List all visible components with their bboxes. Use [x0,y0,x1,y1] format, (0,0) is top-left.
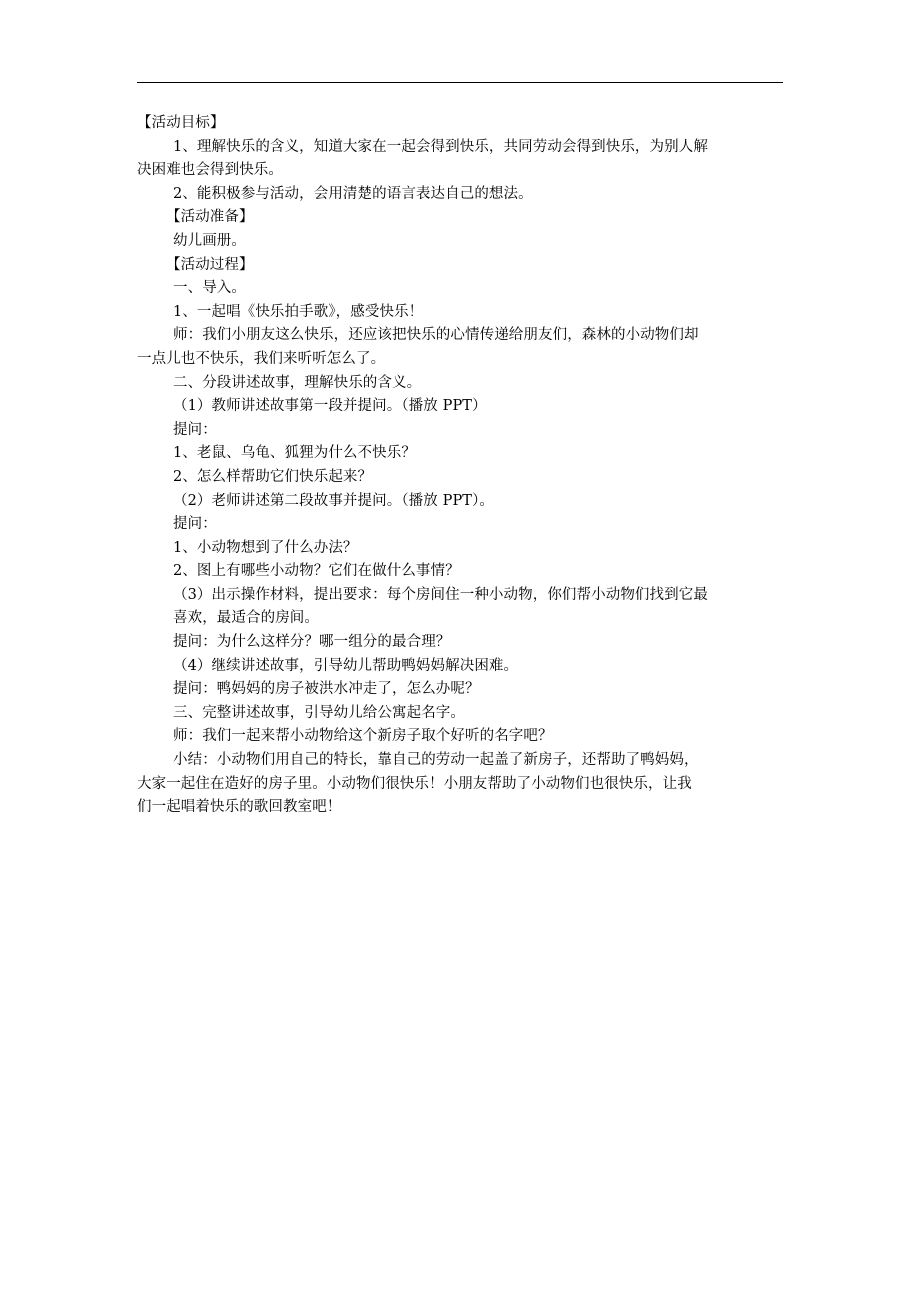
section-heading-prep: 【活动准备】 [166,209,254,226]
question-1-1: 1、老鼠、乌龟、狐狸为什么不快乐？ [173,445,416,462]
question-label-2: 提问： [173,516,217,533]
teacher-line-1: 师：我们小朋友这么快乐，还应该把快乐的心情传递给朋友们，森林的小动物们却 [173,327,699,344]
question-2-2: 2、图上有哪些小动物？它们在做什么事情？ [173,563,460,580]
step-2-part-2: （2）老师讲述第二段故事并提问。（播放 PPT）。 [173,492,495,509]
step-2-part-4: （4）继续讲述故事，引导幼儿帮助鸭妈妈解决困难。 [173,657,519,674]
step-2-heading: 二、分段讲述故事，理解快乐的含义。 [173,374,422,391]
goal-item-2: 2、能积极参与活动，会用清楚的语言表达自己的想法。 [173,185,533,202]
section-heading-goals: 【活动目标】 [137,115,225,131]
goal-item-1: 1、理解快乐的含义，知道大家在一起会得到快乐，共同劳动会得到快乐，为别人解 [173,138,708,155]
teacher-line-1-cont: 一点儿也不快乐，我们来听听怎么了。 [137,350,386,367]
document-body [137,112,783,820]
prep-item: 幼儿画册。 [173,232,246,249]
step-2-part-1: （1）教师讲述故事第一段并提问。（播放 PPT） [173,398,487,415]
summary-line-3: 们一起唱着快乐的歌回教室吧！ [137,799,342,816]
step-2-part-3-cont: 喜欢，最适合的房间。 [173,610,319,627]
teacher-line-2: 师：我们一起来帮小动物给这个新房子取个好听的名字吧？ [173,728,553,745]
question-label-1: 提问： [173,421,217,438]
summary-line-1: 小结：小动物们用自己的特长，靠自己的劳动一起盖了新房子，还帮助了鸭妈妈， [173,752,699,769]
question-3: 提问：为什么这样分？哪一组分的最合理？ [173,634,451,651]
section-heading-process: 【活动过程】 [166,256,254,273]
header-rule [137,82,783,83]
summary-line-2: 大家一起住在造好的房子里。小动物们很快乐！小朋友帮助了小动物们也很快乐，让我 [137,775,692,792]
step-1-heading: 一、导入。 [173,280,246,297]
step-2-part-3: （3）出示操作材料，提出要求：每个房间住一种小动物，你们帮小动物们找到它最 [173,586,708,603]
question-2-1: 1、小动物想到了什么办法？ [173,539,358,556]
question-4: 提问：鸭妈妈的房子被洪水冲走了，怎么办呢？ [173,681,480,698]
question-1-2: 2、怎么样帮助它们快乐起来？ [173,468,373,485]
goal-item-1-cont: 决困难也会得到快乐。 [137,162,283,179]
step-1-item-1: 1、一起唱《快乐拍手歌》，感受快乐！ [173,303,424,320]
step-3-heading: 三、完整讲述故事，引导幼儿给公寓起名字。 [173,704,465,721]
